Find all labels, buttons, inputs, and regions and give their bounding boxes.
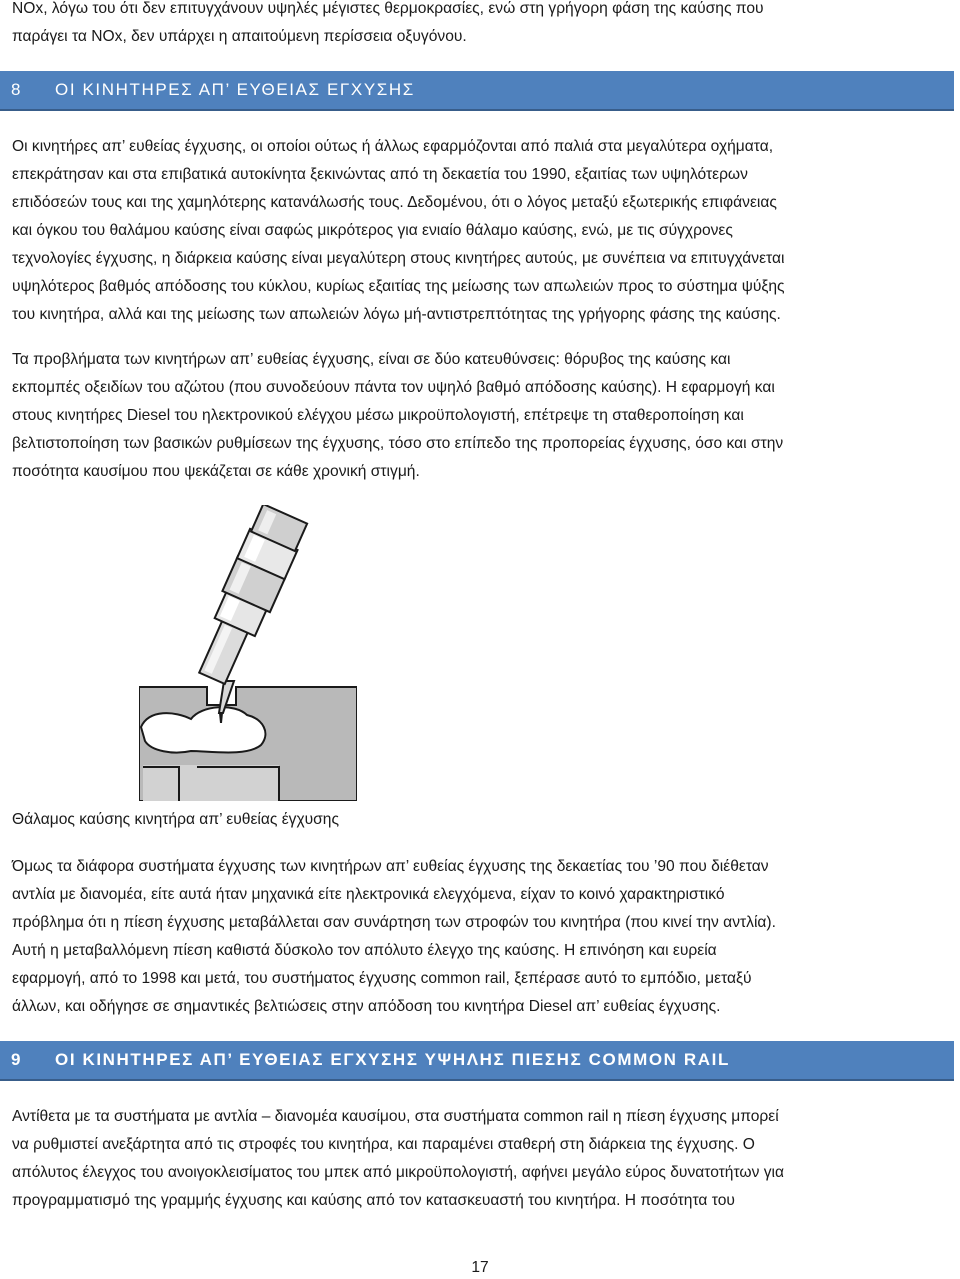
text-line: και όγκου του θαλάμου καύσης είναι σαφώς μικρότερος για ενιαίο θάλαμο καύσης, ενώ, με τις σύγχρονες (12, 222, 733, 239)
section8-paragraph-2 (12, 346, 948, 486)
text-line: απόλυτος έλεγχος του ανοιγοκλεισίματος του μπεκ από μικροϋπολογιστή, αφήνει μεγάλο εύρος δυνατοτήτων για (12, 1164, 785, 1181)
text-line: αντλία με διανομέα, είτε αυτά ήταν μηχανικά είτε ηλεκτρονικά ελεγχόμενα, είχαν το κοινό χαρακτηριστικό (12, 886, 725, 903)
section-title: ΟΙ ΚΙΝΗΤΗΡΕΣ ΑΠ’ ΕΥΘΕΙΑΣ ΕΓΧΥΣΗΣ ΥΨΗΛΗΣ ΠΙΕΣΗΣ COMMON RAIL (55, 1050, 730, 1069)
text-line: εφαρμογή, από το 1998 και μετά, του συστήματος έγχυσης common rail, ξεπέρασε αυτό το εμπόδιο, μεταξύ (12, 970, 752, 987)
intro-paragraph (12, 0, 948, 51)
section-heading-9 (0, 1041, 954, 1081)
text-line: παράγει τα NOx, δεν υπάρχει η απαιτούμενη περίσσεια οξυγόνου. (12, 28, 467, 45)
section8-paragraph-1 (12, 133, 948, 329)
text-line: ποσότητα καυσίμου που ψεκάζεται σε κάθε χρονική στιγμή. (12, 463, 420, 480)
section8-paragraph-3 (12, 853, 948, 1021)
text-line: να ρυθμιστεί ανεξάρτητα από τις στροφές του κινητήρα, και παραμένει σταθερή στη διάρκεια της έγχυσης. Ο (12, 1136, 755, 1153)
section-number: 9 (11, 1050, 23, 1069)
combustion-chamber-figure (139, 505, 357, 801)
section-number: 8 (11, 80, 23, 99)
text-line: στους κινητήρες Diesel του ηλεκτρονικού ελέγχου μέσω μικροϋπολογιστή, επέτρεψε τη σταθεροποίηση και (12, 407, 744, 424)
injector-illustration (139, 505, 357, 801)
text-line: Αντίθετα με τα συστήματα με αντλία – διανομέα καυσίμου, στα συστήματα common rail η πίεση έγχυσης μπορεί (12, 1108, 779, 1125)
text-line: επιδόσεών τους και της χαμηλότερης κατανάλωσής τους. Δεδομένου, ότι ο λόγος μεταξύ εξωτερικής επιφάνειας (12, 194, 777, 211)
text-line: Όμως τα διάφορα συστήματα έγχυσης των κινητήρων απ’ ευθείας έγχυσης της δεκαετίας του ’90 που διέθεταν (12, 858, 769, 875)
page-number: 17 (471, 1259, 489, 1276)
text-line: τεχνολογίες έγχυσης, η διάρκεια καύσης είναι μεγαλύτερη στους κινητήρες αυτούς, με συνέπεια να επιτυγχάνεται (12, 250, 785, 267)
text-line: πρόβλημα ότι η πίεση έγχυσης μεταβάλλεται σαν συνάρτηση των στροφών του κινητήρα (που κινεί την αντλία). (12, 914, 776, 931)
text-line: εκπομπές οξειδίων του αζώτου (που συνοδεύουν πάντα τον υψηλό βαθμό απόδοσης καύσης). Η εφαρμογή και (12, 379, 775, 396)
text-line: NOx, λόγω του ότι δεν επιτυγχάνουν υψηλές μέγιστες θερμοκρασίες, ενώ στη γρήγορη φάση της καύσης που (12, 0, 764, 17)
text-line: προγραμματισμό της γραμμής έγχυσης και καύσης από τον κατασκευαστή του κινητήρα. Η ποσότητα του (12, 1192, 735, 1209)
section-heading-8 (0, 71, 954, 111)
text-line: βελτιστοποίηση των βασικών ρυθμίσεων της έγχυσης, τόσο στο επίπεδο της προπορείας έγχυσης, όσο και στην (12, 435, 784, 452)
text-line: επεκράτησαν και στα επιβατικά αυτοκίνητα ξεκινώντας από τη δεκαετία του 1990, εξαιτίας των υψηλότερων (12, 166, 748, 183)
text-line: Αυτή η μεταβαλλόμενη πίεση καθιστά δύσκολο τον απόλυτο έλεγχο της καύσης. Η επινόηση και ευρεία (12, 942, 717, 959)
section-title: ΟΙ ΚΙΝΗΤΗΡΕΣ ΑΠ’ ΕΥΘΕΙΑΣ ΕΓΧΥΣΗΣ (55, 80, 415, 99)
figure-caption: Θάλαμος καύσης κινητήρα απ’ ευθείας έγχυσης (12, 811, 339, 828)
text-line: Τα προβλήματα των κινητήρων απ’ ευθείας έγχυσης, είναι σε δύο κατευθύνσεις: θόρυβος της καύσης και (12, 351, 731, 368)
text-line: Οι κινητήρες απ’ ευθείας έγχυσης, οι οποίοι ούτως ή άλλως εφαρμόζονται από παλιά στα μεγαλύτερα οχήματα, (12, 138, 774, 155)
text-line: άλλων, και οδήγησε σε σημαντικές βελτιώσεις στην απόδοση του κινητήρα Diesel απ’ ευθείας έγχυσης. (12, 998, 721, 1015)
text-line: του κινητήρα, αλλά και της μείωσης των απωλειών λόγω μή-αντιστρεπτότητας της γρήγορης φάσης της καύσης. (12, 306, 781, 323)
text-line: υψηλότερος βαθμός απόδοσης του κύκλου, κυρίως εξαιτίας της μείωσης των απωλειών προς το σύστημα ψύξης (12, 278, 785, 295)
section9-paragraph-1 (12, 1103, 948, 1215)
